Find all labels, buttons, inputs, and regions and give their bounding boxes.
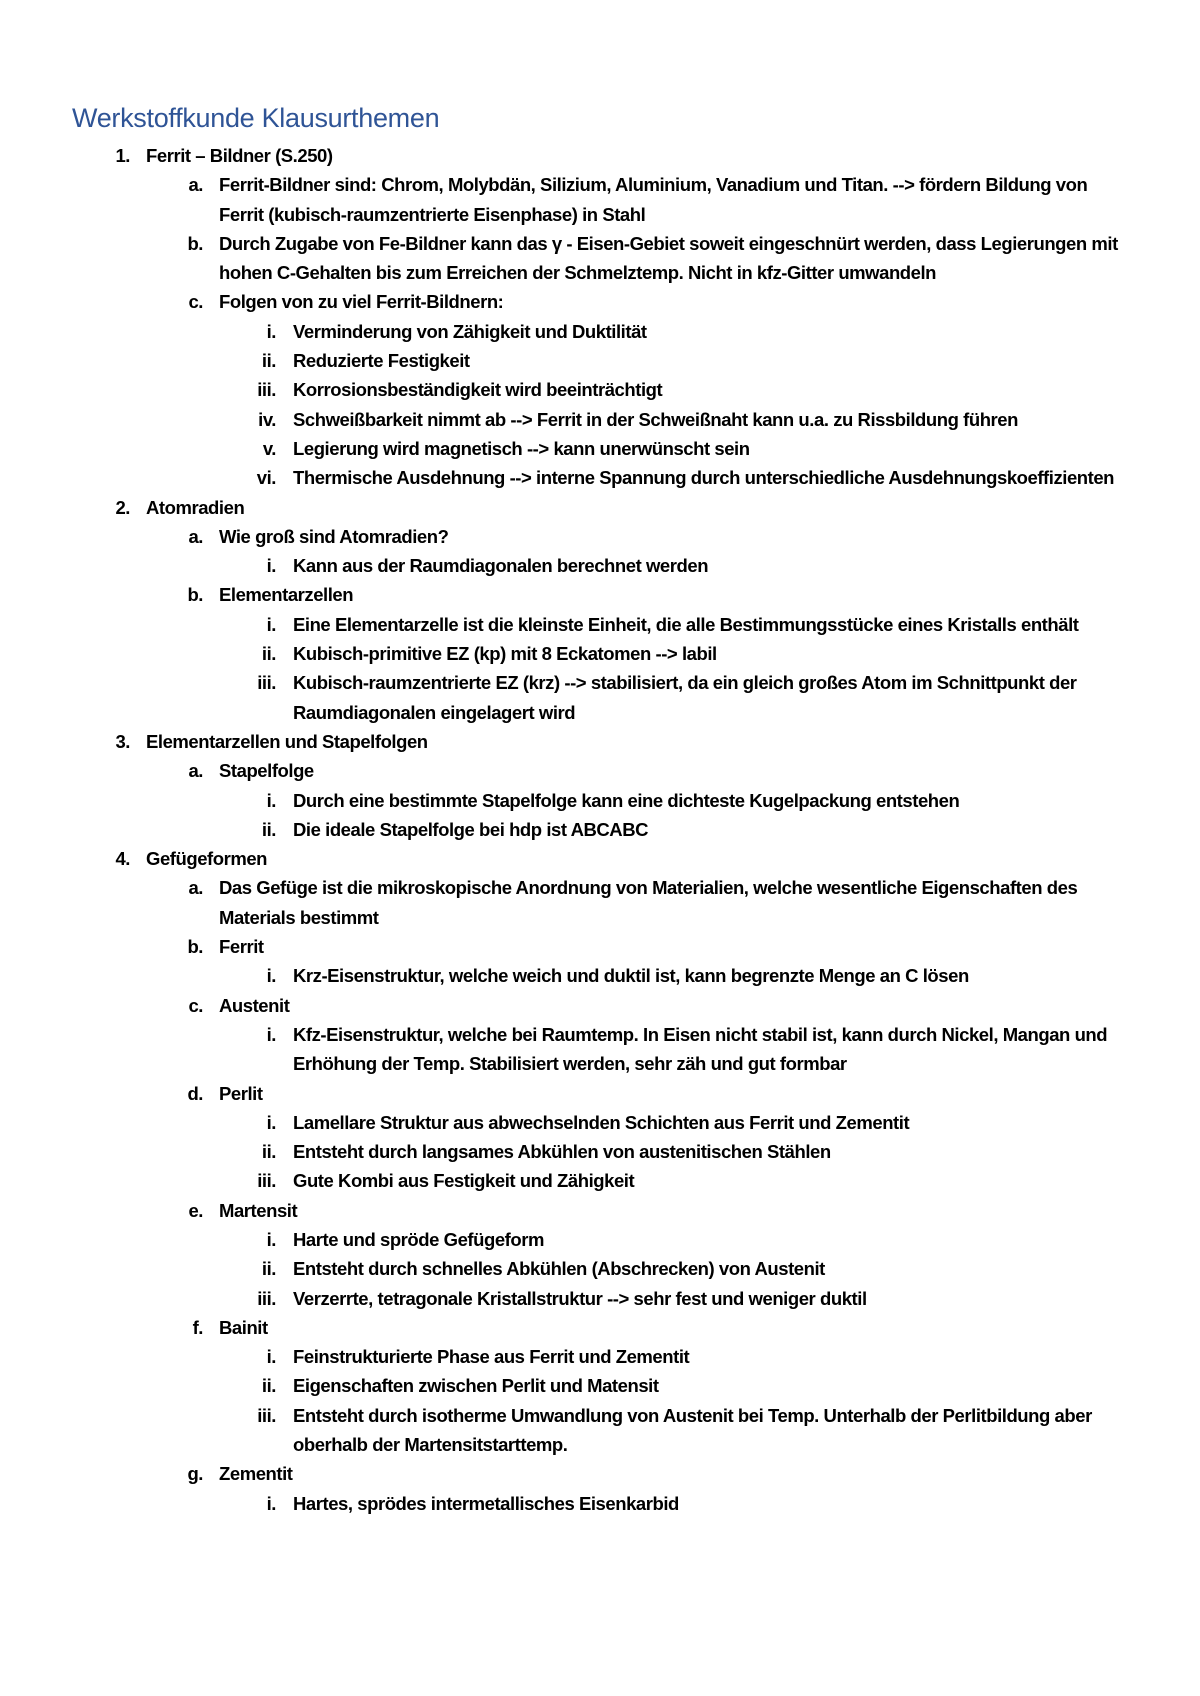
list-marker: c. (188, 291, 203, 313)
list-item-text: Gute Kombi aus Festigkeit und Zähigkeit (293, 1170, 635, 1192)
outline-item-level-3 (0, 375, 1138, 404)
list-marker: b. (187, 232, 203, 254)
list-marker: 4. (115, 848, 130, 870)
outline-item-level-2 (0, 580, 1136, 609)
outline-item-level-2 (0, 932, 1136, 961)
outline-item-level-1 (0, 727, 1136, 756)
list-marker: ii. (261, 643, 276, 665)
list-item-text: Feinstrukturierte Phase aus Ferrit und Zementit (293, 1346, 690, 1368)
list-marker: 2. (115, 496, 130, 518)
list-item-text: Eine Elementarzelle ist die kleinste Einheit, die alle Bestimmungsstücke eines Kristalls enthält (293, 613, 1079, 635)
list-item-text: Harte und spröde Gefügeform (293, 1228, 544, 1250)
list-marker: d. (187, 1082, 203, 1104)
outline-item-level-2 (0, 1313, 1136, 1342)
outline-item-level-3 (0, 1401, 1138, 1460)
list-marker: iii. (257, 1404, 276, 1426)
list-marker: v. (262, 437, 276, 459)
list-item-text: Durch Zugabe von Fe-Bildner kann das γ - Eisen-Gebiet soweit eingeschnürt werden, dass Legierungen mit hohen C-Gehalten bis zum Erreichen der Schmelztemp. Nicht in kfz-Gitter umwandeln (219, 232, 1118, 284)
list-item-text: Atomradien (146, 496, 245, 518)
outline-item-level-3 (0, 1166, 1138, 1195)
outline-item-level-2 (0, 756, 1136, 785)
list-marker: i. (266, 1111, 276, 1133)
list-item-text: Durch eine bestimmte Stapelfolge kann eine dichteste Kugelpackung entstehen (293, 789, 960, 811)
list-item-text: Zementit (219, 1463, 293, 1485)
list-marker: i. (266, 613, 276, 635)
outline-item-level-3 (0, 786, 1138, 815)
list-item-text: Perlit (219, 1082, 263, 1104)
list-item-text: Das Gefüge ist die mikroskopische Anordnung von Materialien, welche wesentliche Eigenschaften des Materials bestimmt (219, 877, 1078, 928)
list-marker: iii. (257, 672, 276, 694)
list-marker: f. (192, 1316, 203, 1338)
list-item-text: Krz-Eisenstruktur, welche weich und duktil ist, kann begrenzte Menge an C lösen (293, 965, 969, 987)
list-item-text: Kann aus der Raumdiagonalen berechnet werden (293, 555, 709, 577)
list-marker: c. (188, 994, 203, 1016)
list-marker: i. (266, 320, 276, 342)
list-item-text: Thermische Ausdehnung --> interne Spannung durch unterschiedliche Ausdehnungskoeffizienten (293, 467, 1115, 489)
outline-item-level-2 (0, 170, 1136, 229)
outline-item-level-3 (0, 1225, 1138, 1254)
list-marker: a. (188, 525, 203, 547)
outline-item-level-3 (0, 1108, 1138, 1137)
outline-item-level-3 (0, 1284, 1138, 1313)
list-item-text: Reduzierte Festigkeit (293, 350, 470, 372)
list-item-text: Martensit (219, 1199, 298, 1221)
outline-item-level-2 (0, 287, 1136, 316)
list-item-text: Kfz-Eisenstruktur, welche bei Raumtemp. In Eisen nicht stabil ist, kann durch Nickel, Mangan und Erhöhung der Temp. Stabilisiert werden, sehr zäh und gut formbar (293, 1023, 1108, 1075)
list-marker: iii. (257, 1170, 276, 1192)
list-marker: ii. (261, 1375, 276, 1397)
list-marker: vi. (256, 467, 276, 489)
list-marker: a. (188, 760, 203, 782)
list-item-text: Verzerrte, tetragonale Kristallstruktur --> sehr fest und weniger duktil (293, 1287, 867, 1309)
list-item-text: Gefügeformen (146, 848, 268, 870)
list-item-text: Elementarzellen und Stapelfolgen (146, 730, 428, 752)
outline-item-level-2 (0, 522, 1136, 551)
list-marker: i. (266, 1492, 276, 1514)
outline-item-level-3 (0, 1254, 1138, 1283)
list-marker: i. (266, 555, 276, 577)
outline-item-level-2 (0, 1459, 1136, 1488)
outline-item-level-3 (0, 961, 1138, 990)
list-marker: a. (188, 174, 203, 196)
list-marker: i. (266, 789, 276, 811)
outline-item-level-3 (0, 1020, 1138, 1079)
list-marker: iv. (258, 408, 276, 430)
outline-item-level-3 (0, 405, 1138, 434)
list-item-text: Folgen von zu viel Ferrit-Bildnern: (219, 291, 504, 313)
list-item-text: Ferrit (219, 936, 264, 958)
list-marker: iii. (257, 1287, 276, 1309)
list-item-text: Austenit (219, 994, 290, 1016)
outline-item-level-3 (0, 434, 1138, 463)
outline-item-level-3 (0, 610, 1138, 639)
list-item-text: Elementarzellen (219, 584, 354, 606)
list-item-text: Korrosionsbeständigkeit wird beeinträchtigt (293, 379, 663, 401)
list-marker: i. (266, 1228, 276, 1250)
list-marker: 1. (115, 145, 130, 166)
list-item-text: Kubisch-primitive EZ (kp) mit 8 Eckatomen --> labil (293, 643, 717, 665)
outline-item-level-3 (0, 551, 1138, 580)
outline-item-level-2 (0, 1196, 1136, 1225)
list-marker: iii. (257, 379, 276, 401)
list-marker: g. (187, 1463, 203, 1485)
list-item-text: Kubisch-raumzentrierte EZ (krz) --> stabilisiert, da ein gleich großes Atom im Schnittpunkt der Raumdiagonalen eingelagert wird (293, 672, 1077, 723)
outline-item-level-3 (0, 463, 1138, 492)
outline-item-level-3 (0, 1489, 1138, 1518)
outline-item-level-2 (0, 873, 1136, 932)
list-item-text: Bainit (219, 1316, 268, 1338)
outline-item-level-1 (0, 844, 1136, 873)
list-marker: e. (188, 1199, 203, 1221)
list-marker: ii. (261, 1141, 276, 1163)
list-marker: b. (187, 936, 203, 958)
outline-list (0, 141, 1200, 1518)
list-item-text: Lamellare Struktur aus abwechselnden Schichten aus Ferrit und Zementit (293, 1111, 910, 1133)
outline-item-level-3 (0, 815, 1138, 844)
outline-item-level-3 (0, 639, 1138, 668)
list-item-text: Ferrit – Bildner (S.250) (146, 145, 333, 166)
list-marker: i. (266, 1346, 276, 1368)
list-item-text: Entsteht durch schnelles Abkühlen (Abschrecken) von Austenit (293, 1258, 825, 1280)
outline-item-level-3 (0, 668, 1138, 727)
list-item-text: Die ideale Stapelfolge bei hdp ist ABCABC (293, 818, 649, 840)
list-marker: a. (188, 877, 203, 899)
list-marker: ii. (261, 818, 276, 840)
list-item-text: Hartes, sprödes intermetallisches Eisenkarbid (293, 1492, 679, 1514)
page-title: Werkstoffkunde Klausurthemen (72, 103, 440, 133)
list-item-text: Wie groß sind Atomradien? (219, 525, 449, 547)
list-item-text: Schweißbarkeit nimmt ab --> Ferrit in der Schweißnaht kann u.a. zu Rissbildung führen (293, 408, 1018, 430)
list-marker: ii. (261, 1258, 276, 1280)
list-marker: i. (266, 1023, 276, 1045)
list-item-text: Legierung wird magnetisch --> kann unerwünscht sein (293, 437, 750, 459)
outline-item-level-3 (0, 317, 1138, 346)
list-marker: ii. (261, 350, 276, 372)
list-item-text: Eigenschaften zwischen Perlit und Matensit (293, 1375, 659, 1397)
list-item-text: Stapelfolge (219, 760, 314, 782)
outline-item-level-3 (0, 346, 1138, 375)
outline-item-level-1 (0, 493, 1136, 522)
list-marker: b. (187, 584, 203, 606)
list-item-text: Ferrit-Bildner sind: Chrom, Molybdän, Silizium, Aluminium, Vanadium und Titan. --> fördern Bildung von Ferrit (kubisch-raumzentrierte Eisenphase) in Stahl (219, 174, 1088, 225)
outline-item-level-2 (0, 229, 1136, 288)
outline-item-level-2 (0, 991, 1136, 1020)
list-item-text: Verminderung von Zähigkeit und Duktilität (293, 320, 647, 342)
list-item-text: Entsteht durch isotherme Umwandlung von Austenit bei Temp. Unterhalb der Perlitbildung aber oberhalb der Martensitstarttemp. (293, 1404, 1092, 1456)
outline-item-level-3 (0, 1371, 1138, 1400)
outline-item-level-2 (0, 1079, 1136, 1108)
outline-item-level-3 (0, 1137, 1138, 1166)
outline-item-level-1 (0, 141, 1136, 170)
list-item-text: Entsteht durch langsames Abkühlen von austenitischen Stählen (293, 1141, 831, 1163)
outline-item-level-3 (0, 1342, 1138, 1371)
list-marker: 3. (115, 730, 130, 752)
list-marker: i. (266, 965, 276, 987)
